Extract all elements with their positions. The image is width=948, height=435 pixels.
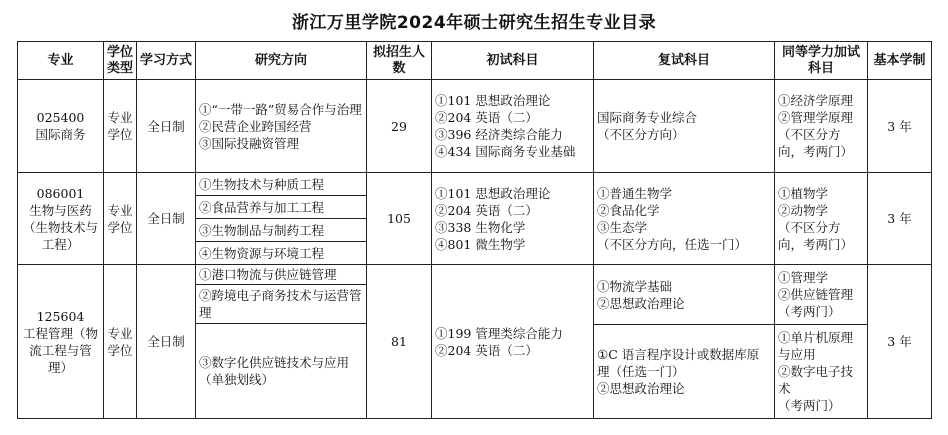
initial-cell: [432, 80, 594, 173]
equivalent-note: （考两门）: [778, 398, 841, 414]
initial-subject: ②204 英语（二）: [435, 110, 538, 125]
degree-type-cell: 专业学位: [104, 265, 137, 419]
research-cell: [196, 265, 367, 419]
equivalent-subject: ②数字电子技术: [778, 364, 854, 397]
table-row: [18, 265, 932, 325]
major-cell: [18, 173, 104, 265]
major-code: 125604: [36, 308, 85, 324]
equivalent-note: 向，考两门）: [778, 144, 854, 159]
equivalent-note: 向，考两门）: [778, 236, 854, 252]
initial-subject: ③338 生物化学: [435, 219, 526, 235]
study-mode-cell: 全日制: [137, 265, 196, 419]
equivalent-subject: ②动物学: [778, 202, 829, 218]
header-plan: 拟招生人数: [367, 42, 432, 80]
duration-cell: 3 年: [868, 173, 932, 265]
retest-subject: ②食品化学: [597, 202, 660, 218]
initial-subject: ①101 思想政治理论: [435, 185, 551, 201]
initial-subject: ②204 英语（二）: [435, 342, 538, 358]
study-mode-cell: 全日制: [137, 173, 196, 265]
research-direction-list: [196, 265, 366, 418]
research-direction: ①生物技术与种质工程: [196, 173, 366, 196]
plan-cell: 81: [367, 265, 432, 419]
plan-cell: 105: [367, 173, 432, 265]
catalog-table: [17, 41, 932, 419]
retest-subject: ①普通生物学: [597, 185, 673, 201]
initial-subject: ③396 经济类综合能力: [435, 127, 563, 142]
equivalent-subject: ②供应链管理: [778, 287, 854, 303]
header-study-mode: 学习方式: [137, 42, 196, 80]
retest-subject: ①C 语言程序设计或数据库原理（任选一门）: [597, 347, 760, 380]
degree-type-cell: 专业学位: [104, 80, 137, 173]
initial-subject: ④434 国际商务专业基础: [435, 144, 576, 159]
equivalent-subject: ①单片机原理与应用: [778, 330, 854, 363]
research-direction: ①港口物流与供应链管理: [196, 265, 366, 285]
research-direction: ③国际投融资管理: [199, 135, 300, 151]
equivalent-cell: [775, 80, 868, 173]
duration-cell: 3 年: [868, 80, 932, 173]
major-cell: [18, 80, 104, 173]
retest-cell: [594, 173, 775, 265]
research-direction: ①“一带一路”贸易合作与治理: [199, 101, 362, 117]
retest-subject: ②思想政治理论: [597, 381, 685, 397]
equivalent-note: （不区分方: [778, 219, 841, 235]
plan-cell: 29: [367, 80, 432, 173]
retest-cell: [594, 80, 775, 173]
duration-cell: 3 年: [868, 265, 932, 419]
retest-note: （不区分方向，任选一门）: [597, 236, 748, 252]
equivalent-note: （考两门）: [778, 304, 841, 320]
research-direction: ②跨境电子商务技术与运营管理: [196, 285, 366, 324]
initial-subject: ④801 微生物学: [435, 236, 526, 252]
research-direction: ②民营企业跨国经营: [199, 118, 312, 134]
initial-cell: [432, 173, 594, 265]
retest-subject: ①物流学基础: [597, 278, 673, 294]
research-direction: ④生物资源与环境工程: [199, 245, 325, 261]
research-cell: [196, 173, 367, 265]
degree-type-cell: 专业学位: [104, 173, 137, 265]
header-equivalent: 同等学力加试科目: [775, 42, 868, 80]
equivalent-cell: [775, 173, 868, 265]
retest-subject: 国际商务专业综合: [597, 110, 698, 125]
research-direction: ②食品营养与加工工程: [196, 196, 366, 219]
equivalent-subject: ①经济学原理: [778, 93, 854, 108]
research-cell: [196, 80, 367, 173]
study-mode-cell: 全日制: [137, 80, 196, 173]
header-initial: 初试科目: [432, 42, 594, 80]
header-retest: 复试科目: [594, 42, 775, 80]
header-degree-type: 学位类型: [104, 42, 137, 80]
retest-cell: [594, 325, 775, 419]
initial-subject: ①101 思想政治理论: [435, 93, 551, 108]
major-name: 国际商务: [35, 127, 86, 142]
header-major: 专业: [18, 42, 104, 80]
equivalent-cell: [775, 325, 868, 419]
table-row: [18, 80, 932, 173]
equivalent-subject: ①管理学: [778, 270, 829, 286]
header-row: [18, 42, 932, 80]
initial-cell: [432, 265, 594, 419]
major-code: 025400: [36, 110, 85, 125]
retest-subject: ②思想政治理论: [597, 295, 685, 311]
initial-subject: ①199 管理类综合能力: [435, 325, 563, 341]
equivalent-cell: [775, 265, 868, 325]
equivalent-subject: ②管理学原理: [778, 110, 854, 125]
major-code: 086001: [36, 185, 85, 201]
initial-subject: ②204 英语（二）: [435, 202, 538, 218]
header-duration: 基本学制: [868, 42, 932, 80]
research-direction: ③生物制品与制药工程: [196, 219, 366, 242]
page-title: 浙江万里学院2024年硕士研究生招生专业目录: [291, 13, 657, 33]
table-row: [18, 173, 932, 265]
major-cell: [18, 265, 104, 419]
equivalent-subject: ①植物学: [778, 185, 829, 201]
header-research: 研究方向: [196, 42, 367, 80]
research-direction: ③数字化供应链技术与应用（单独划线）: [199, 355, 350, 387]
research-direction-list: [196, 173, 366, 264]
retest-cell: [594, 265, 775, 325]
major-name: 工程管理（物流工程与管理）: [22, 325, 98, 375]
retest-subject: ③生态学: [597, 219, 648, 235]
equivalent-note: （不区分方: [778, 127, 841, 142]
major-name: 生物与医药（生物技术与工程）: [22, 202, 98, 252]
retest-note: （不区分方向）: [597, 127, 685, 142]
